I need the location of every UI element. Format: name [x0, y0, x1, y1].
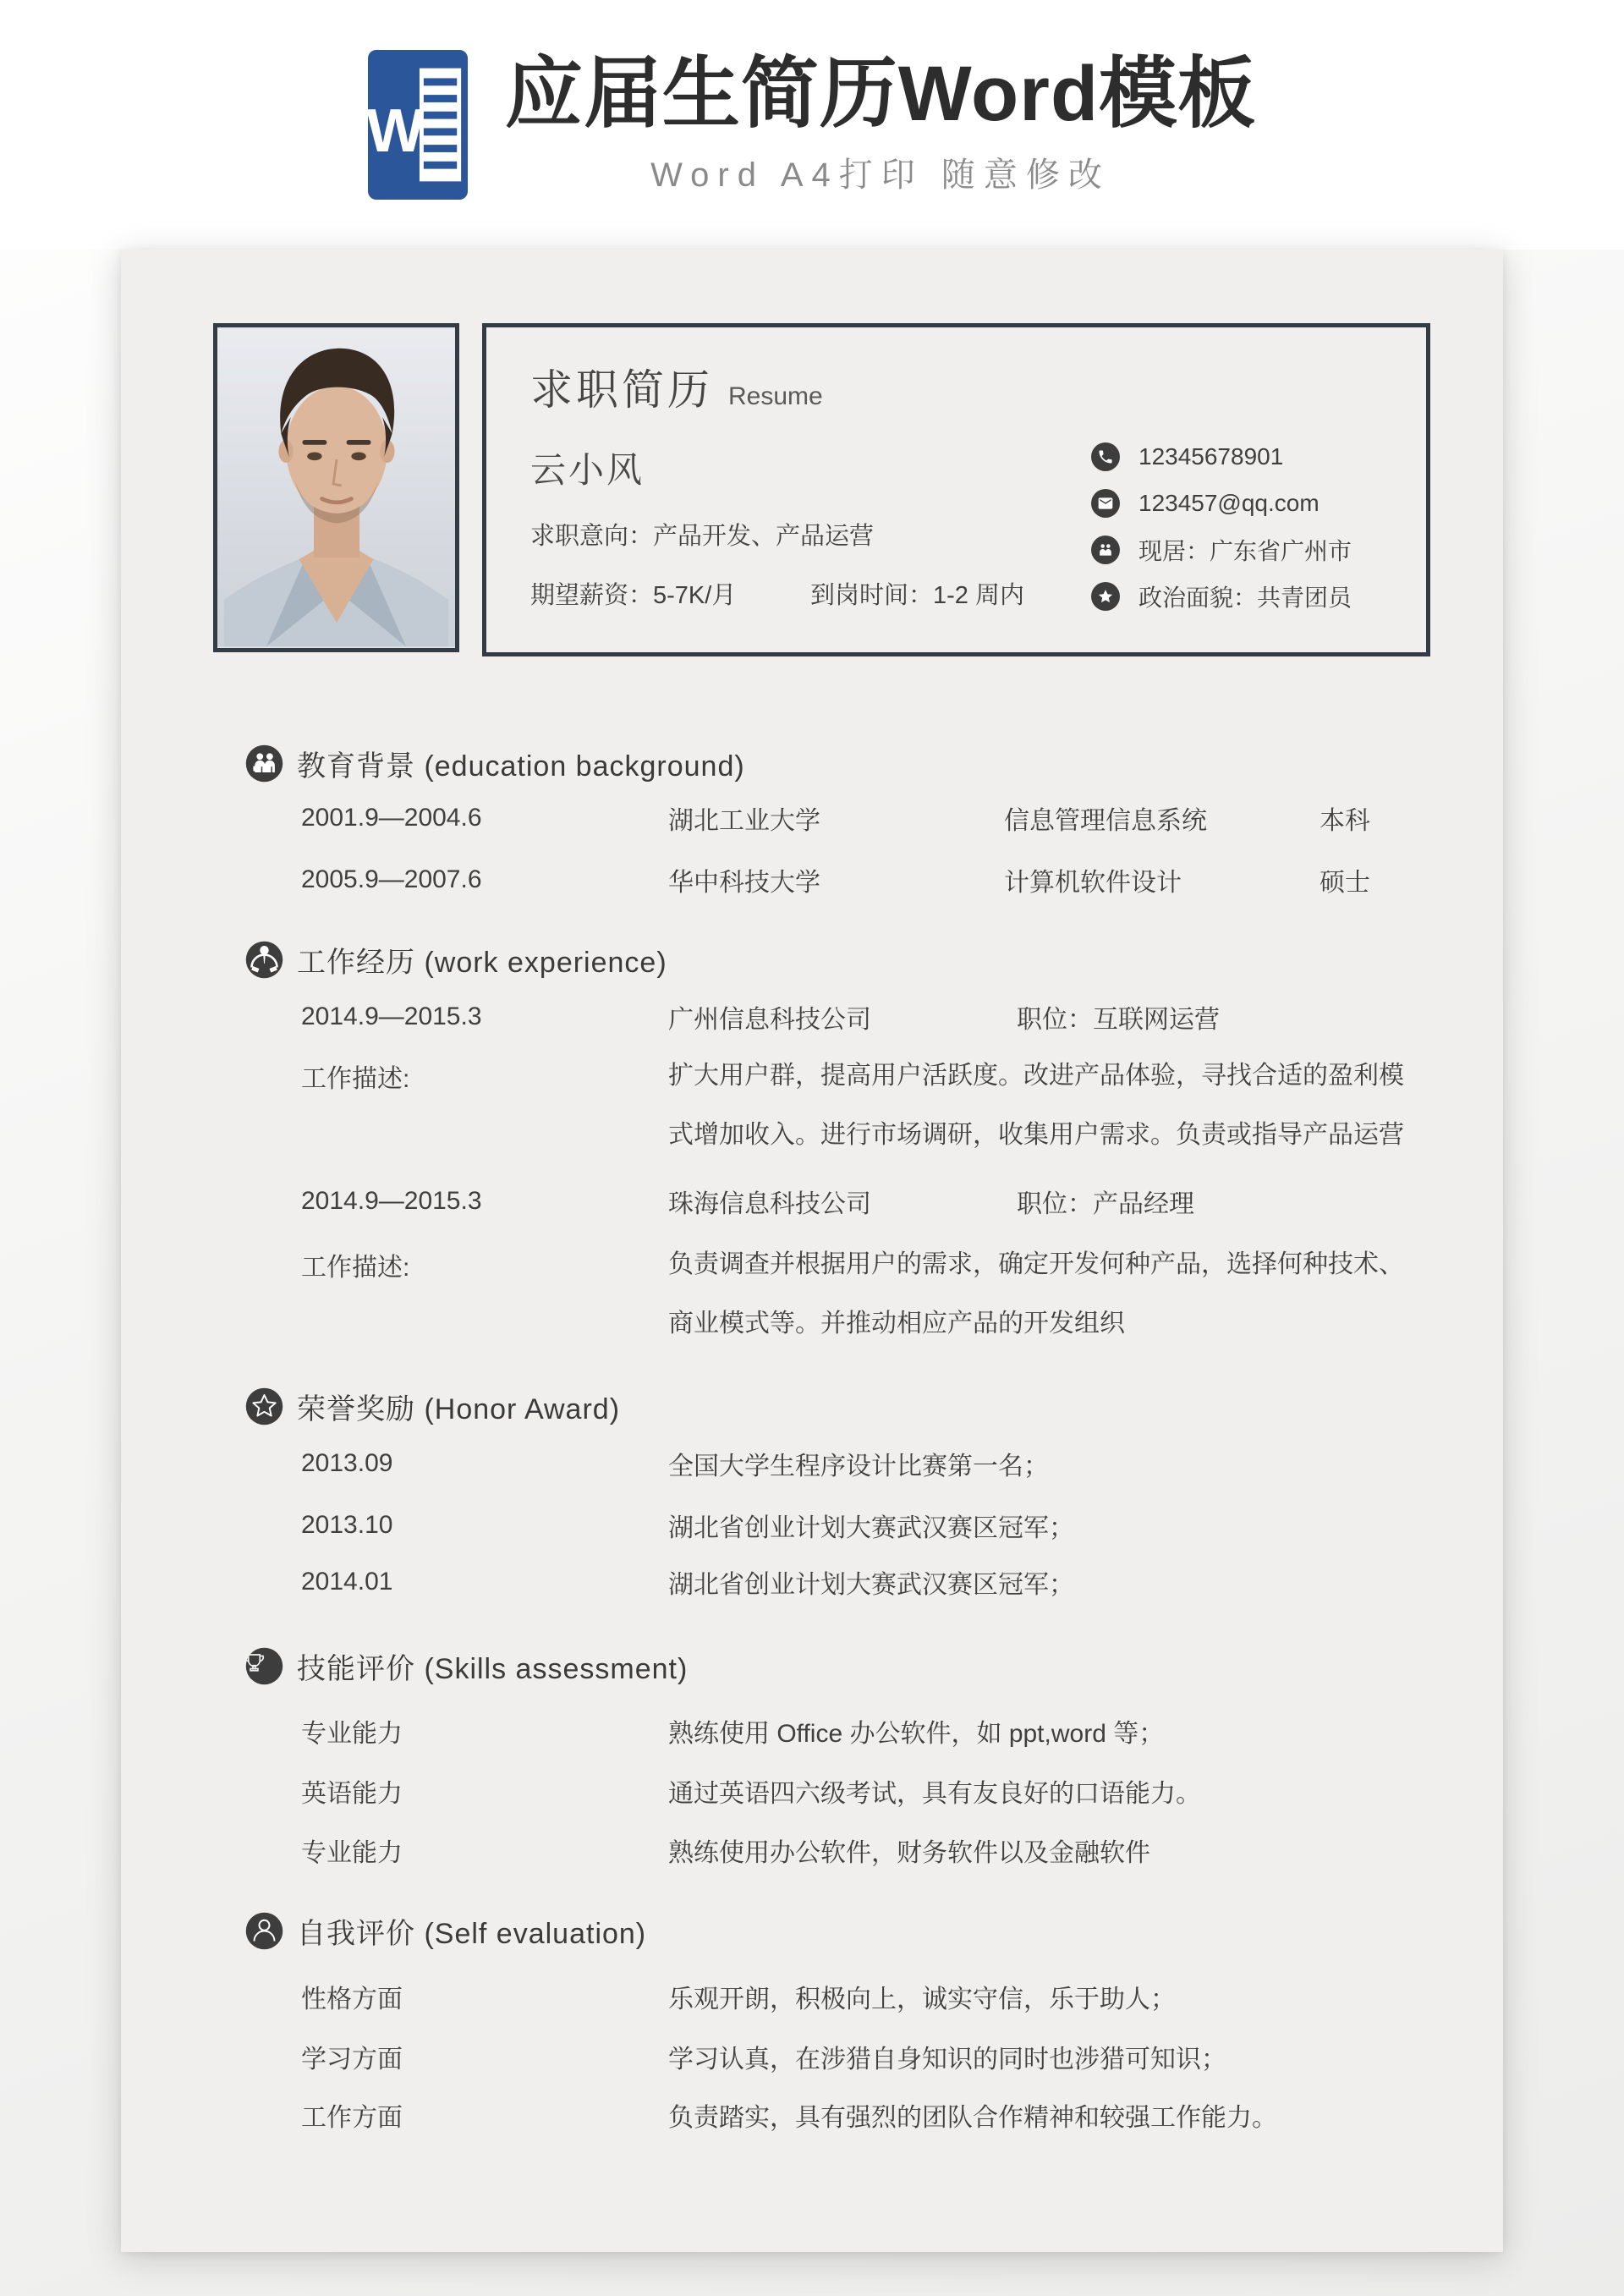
- email-address: 123457@qq.com: [1138, 490, 1320, 516]
- self-label: 工作方面: [301, 2104, 403, 2132]
- work-company: 广州信息科技公司: [668, 1006, 871, 1034]
- work-position: 职位：互联网运营: [1017, 1006, 1220, 1034]
- trophy-icon: [245, 1647, 283, 1685]
- skill-row: [301, 1832, 1435, 1869]
- honor-row: [301, 1445, 1435, 1482]
- honor-text: 湖北省创业计划大赛武汉赛区冠军；: [668, 1514, 1074, 1542]
- honor-date: 2013.09: [301, 1449, 393, 1477]
- edu-date: 2001.9—2004.6: [301, 804, 482, 832]
- education-row: [301, 799, 1435, 837]
- work-date: 2014.9—2015.3: [301, 1187, 482, 1215]
- self-row: [301, 2096, 1435, 2134]
- expected-salary: 期望薪资：5-7K/月: [530, 582, 737, 609]
- self-text: 负责踏实，具有强烈的团队合作精神和较强工作能力。: [668, 2104, 1277, 2132]
- banner-title: 应届生简历Word模板: [504, 50, 1257, 137]
- work-description: 扩大用户群，提高用户活跃度。改进产品体验，寻找合适的盈利模式增加收入。进行市场调研，收集用户需求。负责或指导产品运营: [668, 1062, 1404, 1149]
- honor-text: 全国大学生程序设计比赛第一名；: [668, 1453, 1049, 1480]
- honor-text: 湖北省创业计划大赛武汉赛区冠军；: [668, 1571, 1074, 1599]
- resume-title-en: Resume: [728, 382, 823, 410]
- self-row: [301, 2038, 1435, 2075]
- work-company: 珠海信息科技公司: [668, 1190, 871, 1218]
- honor-row: [301, 1563, 1435, 1601]
- person-outline-icon: [245, 1912, 283, 1950]
- work-position: 职位：产品经理: [1017, 1190, 1194, 1218]
- worker-icon: [245, 941, 283, 979]
- education-row: [301, 861, 1435, 898]
- self-row: [301, 1978, 1435, 2015]
- portrait-illustration: [217, 327, 455, 648]
- honor-row: [301, 1507, 1435, 1544]
- skill-label: 专业能力: [301, 1839, 403, 1867]
- honor-date: 2014.01: [301, 1568, 393, 1596]
- word-logo-icon: [368, 50, 468, 200]
- edu-school: 华中科技大学: [668, 869, 820, 897]
- phone-icon: [1091, 442, 1120, 471]
- resume-title-cn: 求职简历: [530, 366, 713, 414]
- section-honor-header: [245, 1386, 620, 1427]
- banner: [0, 0, 1624, 250]
- self-label: 性格方面: [301, 1986, 403, 2013]
- work-desc-label: 工作描述:: [301, 1065, 410, 1093]
- skill-text: 通过英语四六级考试，具有友良好的口语能力。: [668, 1780, 1201, 1808]
- resume-header-box: [482, 323, 1430, 656]
- edu-school: 湖北工业大学: [668, 807, 820, 835]
- family-icon: [245, 744, 283, 783]
- star-outline-icon: [245, 1387, 283, 1425]
- phone-number: 12345678901: [1138, 443, 1284, 470]
- honor-date: 2013.10: [301, 1511, 393, 1539]
- work-description: 负责调查并根据用户的需求，确定开发何种产品，选择何种技术、商业模式等。并推动相应产品的开发组织: [668, 1250, 1404, 1338]
- section-work-title: 工作经历 (work experience): [297, 947, 667, 979]
- people-icon: [1091, 536, 1120, 564]
- edu-major: 计算机软件设计: [1004, 869, 1182, 897]
- arrival-time: 到岗时间：1-2 周内: [810, 582, 1024, 609]
- word-logo-letter: W: [367, 96, 425, 165]
- section-education-title: 教育背景 (education background): [297, 750, 745, 783]
- section-education-header: [245, 743, 745, 784]
- banner-subtitle: Word A4打印 随意修改: [650, 157, 1111, 195]
- mail-icon: [1091, 489, 1120, 518]
- self-label: 学习方面: [301, 2046, 403, 2074]
- work-entry-row: [301, 998, 1435, 1035]
- work-entry-row: [301, 1183, 1435, 1220]
- job-intention: 求职意向：产品开发、产品运营: [530, 523, 875, 550]
- section-work-header: [245, 939, 667, 980]
- star-icon: [1091, 582, 1120, 611]
- candidate-name: 云小风: [530, 450, 645, 490]
- edu-date: 2005.9—2007.6: [301, 865, 482, 893]
- self-text: 学习认真，在涉猎自身知识的同时也涉猎可知识；: [668, 2046, 1226, 2074]
- banner-text: [504, 50, 1257, 197]
- address-text: 现居：广东省广州市: [1138, 538, 1352, 564]
- profile-photo: [213, 323, 459, 652]
- edu-degree: 本科: [1320, 807, 1370, 835]
- contact-address: [1091, 536, 1352, 564]
- self-text: 乐观开朗，积极向上，诚实守信，乐于助人；: [668, 1986, 1176, 2013]
- contact-phone: [1091, 442, 1283, 471]
- skill-label: 英语能力: [301, 1780, 403, 1808]
- section-self-header: [245, 1910, 646, 1952]
- section-skills-title: 技能评价 (Skills assessment): [297, 1653, 689, 1685]
- skill-text: 熟练使用 Office 办公软件，如 ppt,word 等；: [668, 1720, 1165, 1748]
- section-skills-header: [245, 1645, 688, 1687]
- edu-major: 信息管理信息系统: [1004, 807, 1207, 835]
- word-logo: [368, 50, 468, 200]
- skill-row: [301, 1772, 1435, 1810]
- work-date: 2014.9—2015.3: [301, 1002, 482, 1030]
- section-honor-title: 荣誉奖励 (Honor Award): [297, 1393, 621, 1425]
- contact-political: [1091, 582, 1352, 611]
- contact-email: [1091, 489, 1320, 518]
- resume-page: [121, 250, 1503, 2252]
- edu-degree: 硕士: [1320, 869, 1370, 897]
- skill-text: 熟练使用办公软件，财务软件以及金融软件: [668, 1839, 1150, 1867]
- resume-title: [530, 356, 823, 417]
- skill-row: [301, 1712, 1435, 1749]
- work-desc-label: 工作描述:: [301, 1254, 410, 1282]
- section-self-title: 自我评价 (Self evaluation): [297, 1918, 647, 1950]
- political-status: 政治面貌：共青团员: [1138, 585, 1352, 611]
- skill-label: 专业能力: [301, 1720, 403, 1748]
